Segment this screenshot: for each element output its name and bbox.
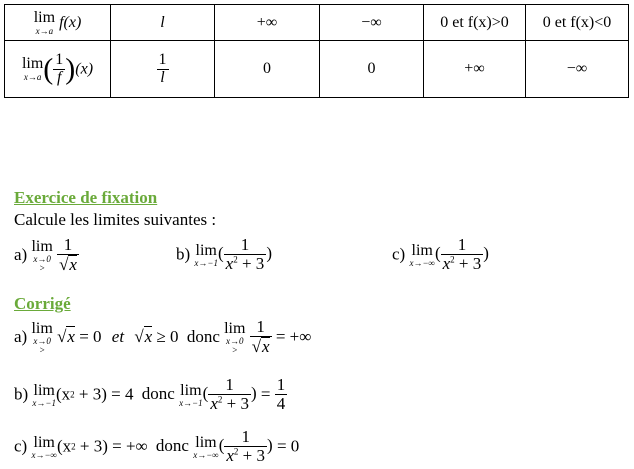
- table-cell: −∞: [526, 41, 629, 98]
- table-cell-inverse-l: $\frac{1}{l}$: [111, 41, 215, 98]
- table-header-limit-f: lim x→a f(x): [5, 5, 111, 41]
- table-cell: −∞: [320, 5, 424, 41]
- corrige-item-b: b) lim x→−1 (x2 + 3) = 4 donc lim x→−1 ( $\frac{1}{x^2 + 3}$ ) = $\frac{1}{4}$: [14, 375, 286, 413]
- table-row: [5, 41, 629, 98]
- table-row: [5, 5, 629, 41]
- table-cell: 0: [320, 41, 424, 98]
- table-cell: 0 et f(x)<0: [526, 5, 629, 41]
- limits-table: [4, 4, 629, 98]
- table-header-limit-inverse: lim x→a ( $\frac{1}{f}$ )(x): [5, 41, 111, 98]
- exercise-item-a: a) lim x→0 > $\frac{1}{√x}$: [14, 235, 77, 274]
- corrige-heading: Corrigé: [14, 294, 71, 313]
- table-cell: 0 et f(x)>0: [424, 5, 526, 41]
- exercise-item-b: b) lim x→−1 ( $\frac{1}{x^2 + 3}$ ): [176, 235, 272, 273]
- corrige-item-a: a) lim x→0 > √x = 0 et √x ≥ 0 donc lim x→0 > $\frac{1}{√x}$ = +∞: [14, 317, 312, 356]
- exercise-heading: Exercice de fixation: [14, 188, 158, 207]
- table-cell: l: [111, 5, 215, 41]
- table-cell: +∞: [424, 41, 526, 98]
- table-cell: +∞: [215, 5, 320, 41]
- table-cell: 0: [215, 41, 320, 98]
- exercise-item-c: c) lim x→−∞ ( $\frac{1}{x^2 + 3}$ ): [392, 235, 489, 273]
- exercise-instruction: Calcule les limites suivantes :: [14, 210, 217, 229]
- corrige-item-c: c) lim x→−∞ (x2 + 3) = +∞ donc lim x→−∞ ( $\frac{1}{x^2 + 3}$ ) = 0: [14, 427, 300, 465]
